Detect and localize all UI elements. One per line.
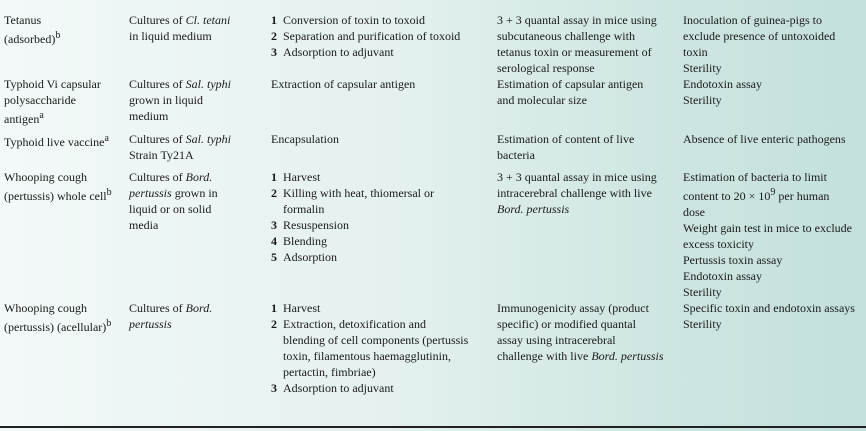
process-step: 2 Separation and purification of toxoid bbox=[271, 29, 461, 43]
process-step: toxin, filamentous haemagglutinin, bbox=[283, 349, 451, 363]
potency-cell: Estimation of content of live bacteria bbox=[497, 132, 635, 162]
potency-cell: 3 + 3 quantal assay in mice using subcutaneous challenge with tetanus toxin or measurement of serological response bbox=[497, 13, 657, 75]
process-cell bbox=[271, 169, 497, 300]
tests-cell: Estimation of bacteria to limit content to $20 \times 10^9$ per human dose Weight gain test in mice to exclude excess toxicity Pertussis toxin assay Endotoxin assay Sterility bbox=[683, 170, 852, 299]
vaccine-cell: Typhoid live vaccine$^a$ bbox=[4, 133, 109, 149]
potency-cell: Estimation of capsular antigen and molecular size bbox=[497, 77, 644, 107]
potency-cell: 3 + 3 quantal assay in mice using intracerebral challenge with live Bord. pertussis bbox=[497, 170, 657, 216]
process-cell: Extraction of capsular antigen bbox=[271, 77, 416, 91]
process-cell bbox=[271, 0, 497, 76]
table-row bbox=[0, 300, 866, 396]
tests-cell: Endotoxin assay Sterility bbox=[683, 77, 762, 107]
source-cell: Cultures of Bord. pertussis bbox=[129, 301, 213, 331]
process-step: 1 Harvest bbox=[271, 301, 321, 315]
process-step: 3 Resuspension bbox=[271, 218, 349, 232]
vaccine-cell: Whooping cough (pertussis) (acellular)$^b$ bbox=[4, 301, 112, 334]
process-step: formalin bbox=[283, 202, 325, 216]
source-cell: Cultures of Sal. typhi Strain Ty21A bbox=[129, 132, 231, 162]
vaccine-cell: Tetanus (adsorbed)$^b$ bbox=[4, 13, 61, 46]
tests-cell: Specific toxin and endotoxin assays Sterility bbox=[683, 301, 855, 331]
process-step: 5 Adsorption bbox=[271, 250, 337, 264]
potency-cell: Immunogenicity assay (product specific) or modified quantal assay using intracerebral challenge with live Bord. pertussis bbox=[497, 301, 664, 363]
source-cell: Cultures of Cl. tetani in liquid medium bbox=[129, 13, 231, 43]
vaccine-cell: Whooping cough (pertussis) whole cell$^b$ bbox=[4, 170, 112, 203]
table-row bbox=[0, 169, 866, 300]
process-step: 2 Extraction, detoxification and bbox=[271, 317, 426, 331]
process-step: 4 Blending bbox=[271, 234, 327, 248]
process-cell: Encapsulation bbox=[271, 132, 339, 146]
process-step: 2 Killing with heat, thiomersal or bbox=[271, 186, 434, 200]
source-cell: Cultures of Sal. typhi grown in liquid medium bbox=[129, 77, 231, 123]
table-bottom-rule bbox=[0, 426, 866, 428]
process-step: 3 Adsorption to adjuvant bbox=[271, 381, 394, 395]
table-row bbox=[0, 131, 866, 169]
process-step: blending of cell components (pertussis bbox=[283, 333, 469, 347]
process-step: 3 Adsorption to adjuvant bbox=[271, 45, 394, 59]
tests-cell: Absence of live enteric pathogens bbox=[683, 132, 846, 146]
process-step: 1 Harvest bbox=[271, 170, 321, 184]
process-cell bbox=[271, 300, 497, 396]
table-row bbox=[0, 76, 866, 131]
source-cell: Cultures of Bord. pertussis grown in liquid or on solid media bbox=[129, 170, 218, 232]
process-step: pertactin, fimbriae) bbox=[283, 365, 376, 379]
tests-cell: Inoculation of guinea-pigs to exclude presence of untoxoided toxin Sterility bbox=[683, 13, 836, 75]
vaccine-cell: Typhoid Vi capsular polysaccharide antigen$^a$ bbox=[4, 77, 101, 126]
table-row bbox=[0, 0, 866, 76]
process-step: 1 Conversion of toxin to toxoid bbox=[271, 13, 425, 27]
